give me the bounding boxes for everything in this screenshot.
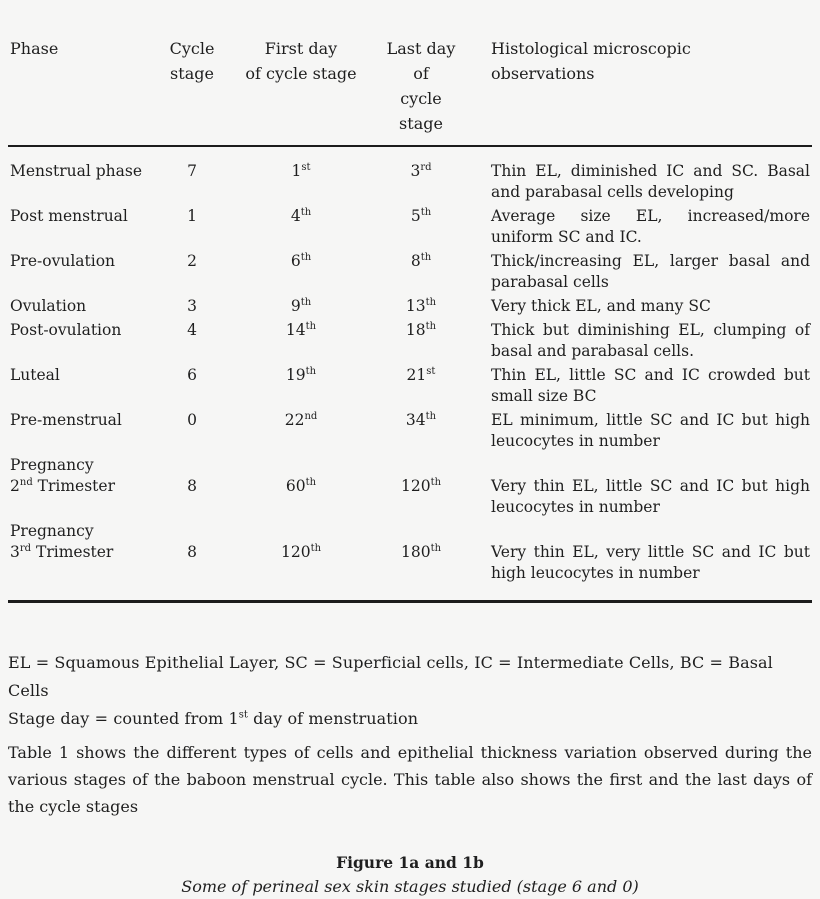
- phase-text: Post menstrual: [10, 207, 128, 225]
- last-day-cell-number: 120: [400, 477, 431, 495]
- cycle-stage-cell: 3: [187, 297, 197, 315]
- phase-text: Ovulation: [10, 297, 87, 315]
- phase-cell: [8, 542, 163, 563]
- last-day-cell-number: 34: [405, 411, 426, 429]
- stage-day-note-post: day of menstruation: [247, 709, 419, 728]
- header-first-day-line1: First day: [264, 39, 338, 58]
- observations-cell: Thick/increasing EL, larger basal and parabasal cells: [491, 252, 810, 291]
- last-day-cell-number: 180: [400, 543, 431, 561]
- last-day-cell-ordinal-suffix: th: [425, 320, 437, 332]
- cycle-stage-cell: 8: [187, 477, 197, 495]
- header-observations-line2: observations: [491, 64, 595, 83]
- last-day-cell-ordinal-suffix: rd: [420, 161, 432, 173]
- figure-caption: [8, 852, 812, 899]
- header-phase-label: Phase: [10, 39, 59, 58]
- cycle-stage-cell: 4: [187, 321, 197, 339]
- last-day-cell-number: 8: [410, 252, 421, 270]
- first-day-cell-ordinal-suffix: th: [305, 365, 317, 377]
- observations-cell: Thick but diminishing EL, clumping of basal and parabasal cells.: [491, 321, 810, 360]
- phase-text-after: Trimester: [31, 543, 114, 561]
- table-row: [8, 320, 812, 362]
- header-observations-line1: Histological microscopic: [491, 39, 691, 58]
- table-row: [8, 251, 812, 293]
- first-day-cell-ordinal-suffix: nd: [304, 410, 318, 422]
- first-day-cell-number: 1: [291, 162, 302, 180]
- phase-text: 2: [10, 477, 20, 495]
- table-row: [8, 455, 812, 518]
- last-day-cell: [381, 365, 461, 386]
- first-day-cell-ordinal-suffix: th: [300, 251, 312, 263]
- first-day-cell: [221, 410, 381, 431]
- header-first-day-line2: of cycle stage: [245, 64, 357, 83]
- last-day-cell-ordinal-suffix: th: [430, 476, 442, 488]
- first-day-cell: [221, 206, 381, 227]
- header-last-day: [381, 36, 461, 136]
- first-day-cell: [221, 365, 381, 386]
- first-day-cell: [221, 320, 381, 341]
- header-phase: [8, 36, 163, 61]
- cycle-stage-cell: 0: [187, 411, 197, 429]
- first-day-cell: [221, 296, 381, 317]
- table-row: [8, 521, 812, 584]
- first-day-cell-number: 60: [285, 477, 306, 495]
- last-day-cell: [381, 296, 461, 317]
- figure-caption-subtitle: Some of perineal sex skin stages studied (stage 6 and 0): [181, 877, 639, 896]
- figure-caption-title: Figure 1a and 1b: [336, 853, 484, 872]
- phase-cell: [8, 320, 163, 341]
- phase-cell: [8, 206, 163, 227]
- cycle-stage-cell: 6: [187, 366, 197, 384]
- last-day-cell: [381, 251, 461, 272]
- table-row: [8, 206, 812, 248]
- observations-cell: Very thin EL, very little SC and IC but high leucocytes in number: [491, 543, 810, 582]
- phase-cell: [8, 251, 163, 272]
- observations-cell: Thin EL, diminished IC and SC. Basal and parabasal cells developing: [491, 162, 810, 201]
- phase-text: Post-ovulation: [10, 321, 122, 339]
- phase-text: Luteal: [10, 366, 60, 384]
- phase-ordinal-suffix: nd: [19, 476, 33, 488]
- table-row: [8, 296, 812, 317]
- last-day-cell-number: 5: [410, 207, 421, 225]
- phase-ordinal-suffix: rd: [19, 542, 32, 554]
- last-day-cell-number: 18: [405, 321, 426, 339]
- table-row: [8, 410, 812, 452]
- table-header: [8, 36, 812, 136]
- phase-text: 3: [10, 543, 20, 561]
- cycle-stage-cell: 7: [187, 162, 197, 180]
- observations-cell: Average size EL, increased/more uniform SC and IC.: [491, 207, 810, 246]
- first-day-cell-number: 14: [285, 321, 306, 339]
- first-day-cell-ordinal-suffix: st: [301, 161, 311, 173]
- table-row: [8, 161, 812, 203]
- first-day-cell-number: 6: [290, 252, 301, 270]
- first-day-cell-ordinal-suffix: th: [305, 476, 317, 488]
- phase-cell: [8, 365, 163, 386]
- last-day-cell: [381, 542, 461, 563]
- last-day-cell: [381, 410, 461, 431]
- phase-cell: [8, 296, 163, 317]
- header-first-day: [221, 36, 381, 86]
- first-day-cell-number: 22: [284, 411, 305, 429]
- table-description: Table 1 shows the different types of cells and epithelial thickness variation observed during the various stages of the baboon menstrual cycle. This table also shows the first and the last days of the cycle stages: [8, 743, 812, 816]
- phase-text: Pre-ovulation: [10, 252, 116, 270]
- last-day-cell: [381, 161, 461, 182]
- last-day-cell-number: 3: [410, 162, 421, 180]
- last-day-cell: [381, 320, 461, 341]
- last-day-cell-ordinal-suffix: th: [425, 410, 437, 422]
- phase-text-after: Trimester: [32, 477, 115, 495]
- stage-day-note-pre: Stage day = counted from 1: [8, 709, 239, 728]
- last-day-cell-ordinal-suffix: th: [425, 296, 437, 308]
- stage-day-note-sup: st: [238, 709, 248, 721]
- phase-cell: [8, 161, 163, 182]
- header-last-day-line1: Last day of: [386, 39, 456, 83]
- header-cycle-stage-line2: stage: [170, 64, 214, 83]
- last-day-cell-number: 13: [405, 297, 426, 315]
- first-day-cell-number: 4: [290, 207, 301, 225]
- first-day-cell-number: 120: [280, 543, 311, 561]
- header-last-day-line2: cycle stage: [399, 89, 443, 133]
- cycle-stage-cell: 8: [187, 543, 197, 561]
- stage-day-note: [8, 705, 812, 733]
- cycle-stage-cell: 1: [187, 207, 197, 225]
- phase-cell: [8, 410, 163, 431]
- first-day-cell-ordinal-suffix: th: [300, 206, 312, 218]
- phase-top-label: Pregnancy: [10, 456, 94, 474]
- phase-top-label: Pregnancy: [10, 522, 94, 540]
- first-day-cell-ordinal-suffix: th: [310, 542, 322, 554]
- first-day-cell: [221, 161, 381, 182]
- first-day-cell: [221, 542, 381, 563]
- first-day-cell-ordinal-suffix: th: [305, 320, 317, 332]
- last-day-cell-ordinal-suffix: th: [420, 206, 432, 218]
- last-day-cell-ordinal-suffix: st: [426, 365, 436, 377]
- abbreviations-note: EL = Squamous Epithelial Layer, SC = Superficial cells, IC = Intermediate Cells, BC = Basal Cells: [8, 653, 773, 700]
- table-bottom-rule: [8, 600, 812, 603]
- first-day-cell-ordinal-suffix: th: [300, 296, 312, 308]
- header-observations: [461, 36, 812, 86]
- observations-cell: Very thin EL, little SC and IC but high leucocytes in number: [491, 477, 810, 516]
- notes-section: [8, 649, 812, 820]
- table-body: [8, 147, 812, 584]
- observations-cell: Thin EL, little SC and IC crowded but small size BC: [491, 366, 810, 405]
- last-day-cell: [381, 206, 461, 227]
- last-day-cell-ordinal-suffix: th: [420, 251, 432, 263]
- observations-cell: EL minimum, little SC and IC but high leucocytes in number: [491, 411, 810, 450]
- header-cycle-stage: [163, 36, 221, 86]
- phase-cell: [8, 476, 163, 497]
- first-day-cell: [221, 476, 381, 497]
- last-day-cell-number: 21: [406, 366, 427, 384]
- last-day-cell-ordinal-suffix: th: [430, 542, 442, 554]
- header-cycle-stage-line1: Cycle: [169, 39, 215, 58]
- first-day-cell: [221, 251, 381, 272]
- last-day-cell: [381, 476, 461, 497]
- first-day-cell-number: 9: [290, 297, 301, 315]
- observations-cell: Very thick EL, and many SC: [491, 297, 711, 315]
- phase-text: Pre-menstrual: [10, 411, 122, 429]
- table-row: [8, 365, 812, 407]
- first-day-cell-number: 19: [285, 366, 306, 384]
- cycle-stage-cell: 2: [187, 252, 197, 270]
- phase-text: Menstrual phase: [10, 162, 142, 180]
